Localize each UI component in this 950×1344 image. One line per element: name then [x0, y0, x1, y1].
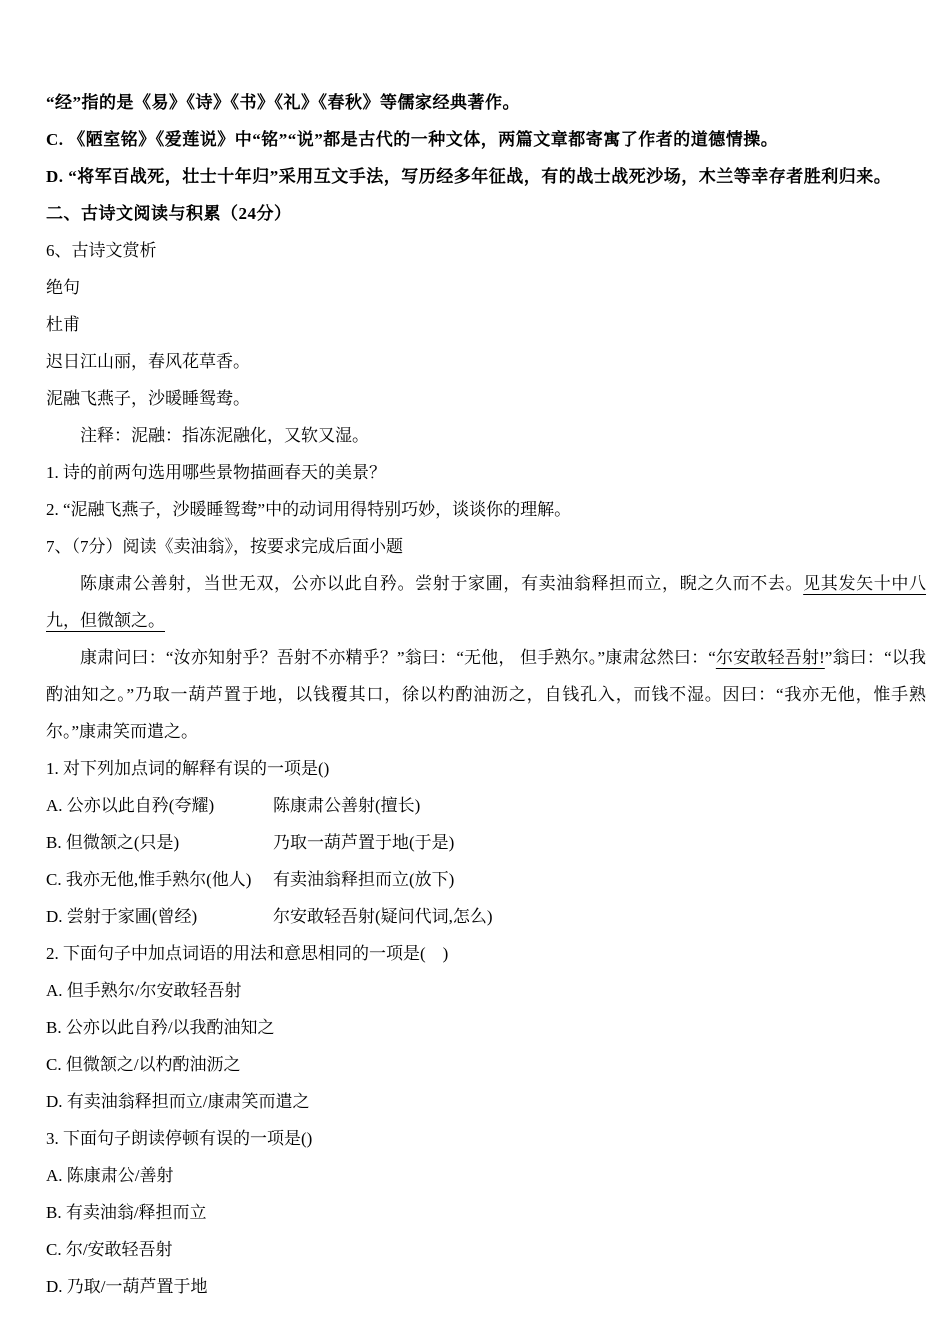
question-6-label: 6、古诗文赏析	[46, 241, 157, 260]
passage-text: 陈康肃公善射，当世无双，公亦以此自矜。尝射于家圃，有卖油翁释担而立，睨之久而不去。	[80, 574, 804, 593]
passage-text: ”翁曰：“以我酌油知之。”乃取一葫芦置于地，以钱覆其口，徐以杓酌油沥之，自钱孔入，而钱不湿。因曰：“我亦无他，惟手熟尔。”康肃笑而遣之。	[46, 648, 926, 741]
passage-text: 康肃问曰：“汝亦知射乎？吾射不亦精乎？”翁曰：“无他， 但手熟尔。”康肃忿然曰：“	[80, 648, 716, 667]
poem-line-2: 泥融飞燕子，沙暖睡鸳鸯。	[46, 389, 250, 408]
option-column-1: A. 公亦以此自矜(夸耀)	[46, 796, 215, 815]
poem-title: 绝句	[46, 278, 80, 297]
question-7-sub-2-stem: 2. 下面句子中加点词语的用法和意思相同的一项是( )	[46, 944, 449, 963]
intro-line-option-c: C. 《陋室铭》《爱莲说》中“铭”“说”都是古代的一种文体，两篇文章都寄寓了作者的道德情操。	[46, 130, 779, 149]
option-column-2: 乃取一葫芦置于地(于是)	[273, 833, 455, 852]
intro-line-1: “经”指的是《易》《诗》《书》《礼》《春秋》等儒家经典著作。	[46, 93, 520, 112]
question-6-sub-1: 1. 诗的前两句选用哪些景物描画春天的美景？	[46, 463, 386, 482]
question-7-sub-3-stem: 3. 下面句子朗读停顿有误的一项是()	[46, 1129, 313, 1148]
option-column-1: B. 但微颔之(只是)	[46, 833, 180, 852]
question-6-sub-2: 2. “泥融飞燕子，沙暖睡鸳鸯”中的动词用得特别巧妙，谈谈你的理解。	[46, 500, 572, 519]
underlined-passage-text: 见其发矢十中八九，但微颔之。	[46, 574, 927, 630]
question-7-sub-3-option-c: C. 尔/安敢轻吾射	[46, 1240, 173, 1259]
question-7-sub-3-option-a: A. 陈康肃公/善射	[46, 1166, 174, 1185]
section-heading: 二、古诗文阅读与积累（24分）	[46, 204, 292, 223]
option-column-2: 陈康肃公善射(擅长)	[273, 796, 421, 815]
question-7-sub-2-option-a: A. 但手熟尔/尔安敢轻吾射	[46, 981, 242, 1000]
question-7-sub-2-option-d: D. 有卖油翁释担而立/康肃笑而遣之	[46, 1092, 310, 1111]
question-7-sub-2-option-b: B. 公亦以此自矜/以我酌油知之	[46, 1018, 275, 1037]
question-7-sub-1-option-b	[46, 824, 926, 861]
passage-paragraph-1	[46, 565, 926, 639]
question-7-sub-1-option-a	[46, 787, 926, 824]
option-column-2: 尔安敢轻吾射(疑问代词,怎么)	[273, 907, 493, 926]
intro-line-option-d: D. “将军百战死，壮士十年归”采用互文手法，写历经多年征战，有的战士战死沙场，木兰等幸存者胜利归来。	[46, 167, 892, 186]
poem-line-1: 迟日江山丽，春风花草香。	[46, 352, 250, 371]
underlined-passage-text: 尔安敢轻吾射!	[715, 648, 825, 667]
passage-paragraph-2	[46, 639, 926, 750]
question-7-sub-1-option-c	[46, 861, 926, 898]
option-column-2: 有卖油翁释担而立(放下)	[273, 870, 455, 889]
question-7-sub-1-stem: 1. 对下列加点词的解释有误的一项是()	[46, 759, 330, 778]
poem-author: 杜甫	[46, 315, 80, 334]
question-7-label: 7、（7分）阅读《卖油翁》，按要求完成后面小题	[46, 537, 403, 556]
question-7-sub-3-option-b: B. 有卖油翁/释担而立	[46, 1203, 207, 1222]
poem-note: 注释：泥融：指冻泥融化，又软又湿。	[80, 426, 369, 445]
question-7-sub-2-option-c: C. 但微颔之/以杓酌油沥之	[46, 1055, 241, 1074]
question-7-sub-3-option-d: D. 乃取/一葫芦置于地	[46, 1277, 208, 1296]
question-7-sub-1-option-d	[46, 898, 926, 935]
option-column-1: D. 尝射于家圃(曾经)	[46, 907, 198, 926]
option-column-1: C. 我亦无他,惟手熟尔(他人)	[46, 870, 252, 889]
